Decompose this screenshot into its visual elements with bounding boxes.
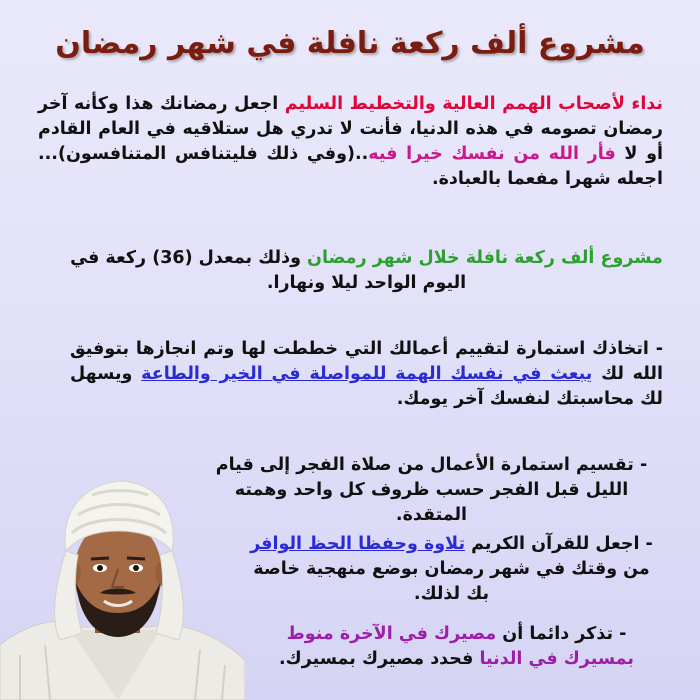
project-text: وذلك بمعدل (36) ركعة في اليوم الواحد ليلا ونهارا.: [70, 248, 467, 293]
destiny-text-2: فحدد مصيرك بمسيرك.: [279, 649, 480, 669]
highlight-project: مشروع ألف ركعة نافلة خلال شهر رمضان: [307, 248, 663, 268]
schedule-paragraph: [200, 453, 663, 528]
project-paragraph: [70, 246, 663, 296]
quran-text-2: من وقتك في شهر رمضان بوضع منهجية خاصة بك لذلك.: [253, 559, 650, 604]
quran-text-1: - اجعل للقرآن الكريم: [465, 534, 653, 554]
highlight-quran: تلاوة وحفظا الحظ الوافر: [250, 534, 466, 554]
highlight-show-god: فأر الله من نفسك خيرا فيه: [368, 144, 616, 164]
intro-paragraph: [38, 92, 663, 192]
evaluation-text-1: - اتخاذك استمارة لتقييم أعمالك التي خططت لها وتم انجازها بتوفيق الله لك: [70, 339, 663, 384]
highlight-motivation: يبعث في نفسك الهمة للمواصلة في الخير والطاعة: [141, 364, 593, 384]
evaluation-text-2: ويسهل لك محاسبتك لنفسك آخر يومك.: [70, 364, 663, 409]
intro-text-1: اجعل رمضانك هذا وكأنه آخر رمضان تصومه في هذه الدنيا، فأنت لا تدري هل ستلاقيه في العام القادم أو لا: [38, 94, 663, 164]
schedule-text: - تقسيم استمارة الأعمال من صلاة الفجر إلى قيام الليل قبل الفجر حسب ظروف كل واحد وهمته المتقدة.: [215, 455, 648, 525]
evaluation-paragraph: [70, 337, 663, 412]
intro-text-2: ..(وفي ذلك فليتنافس المتنافسون)... اجعله شهرا مفعما بالعبادة.: [38, 144, 663, 189]
highlight-call: نداء لأصحاب الهمم العالية والتخطيط السليم: [284, 94, 663, 114]
sheikh-portrait: [0, 455, 245, 700]
highlight-destiny: مصيرك في الآخرة منوط بمسيرك في الدنيا: [286, 624, 634, 669]
destiny-paragraph: [250, 622, 663, 672]
poster-title: مشروع ألف ركعة نافلة في شهر رمضان: [55, 26, 645, 61]
destiny-text-1: - تذكر دائما أن: [496, 624, 627, 644]
quran-paragraph: [240, 532, 663, 607]
